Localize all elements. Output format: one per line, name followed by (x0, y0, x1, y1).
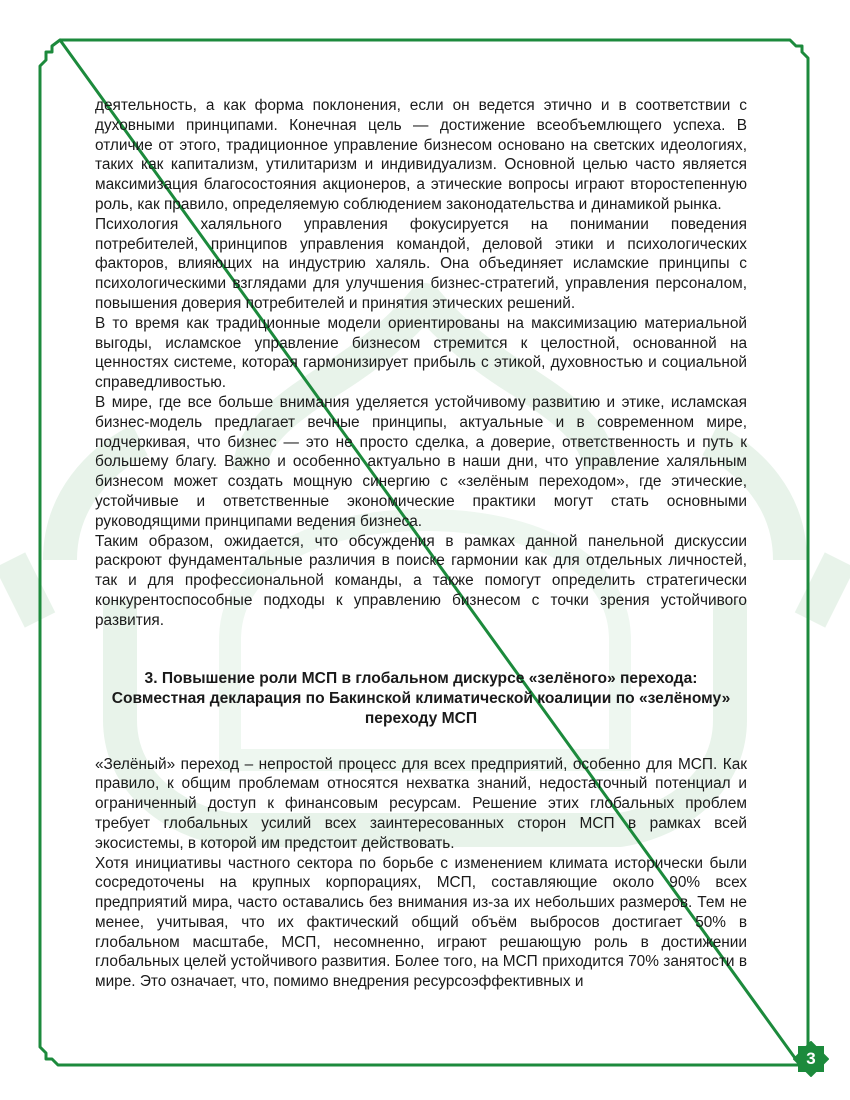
paragraph: Таким образом, ожидается, что обсуждения в рамках данной панельной дискуссии раскроют фундаментальные различия в поиске гармонии как для отдельных личностей, так и для профессиональной команды, а также помогут определить стратегически конкурентоспособные подходы к управлению бизнесом с точки зрения устойчивого развития. (95, 532, 747, 629)
page-number: 3 (806, 1049, 816, 1068)
section-heading: 3. Повышение роли МСП в глобальном дискурсе «зелёного» перехода: Совместная декларация по Бакинской климатической коалиции по «зелёному» переходу МСП (111, 669, 731, 727)
paragraph: Психология халяльного управления фокусируется на понимании поведения потребителей, принципов управления командой, деловой этики и психологических факторов, влияющих на индустрию халяль. Она объединяет исламские принципы с психологическими взглядами для улучшения бизнес-стратегий, управления персоналом, повышения доверия потребителей и принятия этических решений. (95, 215, 747, 312)
paragraph: «Зелёный» переход – непростой процесс для всех предприятий, особенно для МСП. Как правило, к общим проблемам относятся нехватка знаний, недостаточный потенциал и ограниченный доступ к финансовым ресурсам. Решение этих глобальных проблем требует глобальных усилий всех заинтересованных сторон МСП в рамках всей экосистемы, в которой им предстоит действовать. (95, 755, 747, 852)
paragraph: В то время как традиционные модели ориентированы на максимизацию материальной выгоды, исламское управление бизнесом стремится к целостной, основанной на ценностях системе, которая гармонизирует прибыль с этикой, духовностью и социальной справедливостью. (95, 314, 747, 392)
paragraph: Хотя инициативы частного сектора по борьбе с изменением климата исторически были сосредоточены на крупных корпорациях, МСП, составляющие около 90% всех предприятий мира, часто оставались без внимания из-за их небольших размеров. Тем не менее, учитывая, что их фактический общий объём выбросов достигает 50% в глобальном масштабе, МСП, несомненно, играют решающую роль в достижении глобальных целей устойчивого развития. Более того, на МСП приходится 70% занятости в мире. Это означает, что, помимо внедрения ресурсоэффективных и (95, 854, 747, 991)
document-body (95, 96, 747, 992)
paragraph: В мире, где все больше внимания уделяется устойчивому развитию и этике, исламская бизнес-модель предлагает вечные принципы, актуальные и в современном мире, подчеркивая, что бизнес — это не просто сделка, а доверие, ответственность и путь к большему благу. Важно и особенно актуально в наши дни, что управление халяльным бизнесом может создать мощную синергию с «зелёным переходом», где этические, устойчивые и ответственные экономические практики могут стать основными руководящими принципами ведения бизнеса. (95, 393, 747, 530)
paragraph: деятельность, а как форма поклонения, если он ведется этично и в соответствии с духовными принципами. Конечная цель — достижение всеобъемлющего успеха. В отличие от этого, традиционное управление бизнесом основано на светских идеологиях, таких как капитализм, утилитаризм и индивидуализм. Основной целью часто является максимизация благосостояния акционеров, а этические вопросы играют второстепенную роль, как правило, определяемую соблюдением законодательства и динамикой рынка. (95, 97, 747, 213)
